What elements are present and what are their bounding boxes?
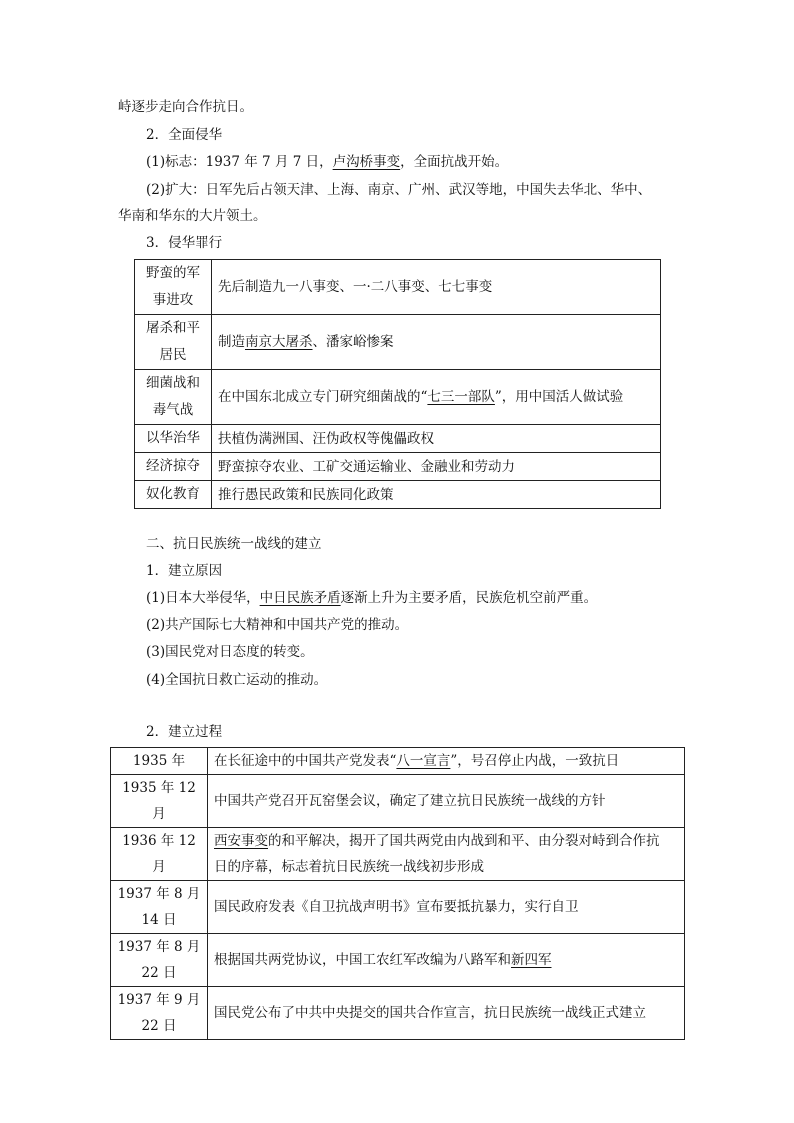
table-cell-key: 奴化教育 bbox=[135, 481, 212, 509]
cause-item: (3)国民党对日态度的转变。 bbox=[146, 644, 314, 660]
table-row bbox=[111, 828, 685, 881]
table-cell-date: 1935 年 12 月 bbox=[111, 775, 208, 828]
table-cell-date: 1935 年 bbox=[111, 748, 208, 775]
table-cell-value: 野蛮掠夺农业、工矿交通运输业、金融业和劳动力 bbox=[212, 453, 661, 481]
table-cell-value: 制造南京大屠杀、潘家峪惨案 bbox=[212, 315, 661, 370]
table-cell-event: 中国共产党召开瓦窑堡会议，确定了建立抗日民族统一战线的方针 bbox=[208, 775, 685, 828]
table-cell-date: 1937 年 8 月 22 日 bbox=[111, 934, 208, 987]
table-cell-date: 1937 年 9 月 22 日 bbox=[111, 987, 208, 1040]
underlined-term: 新四军 bbox=[511, 952, 552, 968]
table-cell-event: 国民政府发表《自卫抗战声明书》宣布要抵抗暴力，实行自卫 bbox=[208, 881, 685, 934]
part2-heading: 二、抗日民族统一战线的建立 bbox=[146, 536, 322, 552]
underlined-term: 七三一部队 bbox=[427, 389, 495, 405]
table-cell-key: 野蛮的军 事进攻 bbox=[135, 260, 212, 315]
table-row bbox=[135, 481, 661, 509]
cause-item: (2)共产国际七大精神和中国共产党的推动。 bbox=[146, 617, 409, 633]
table-cell-date: 1936 年 12 月 bbox=[111, 828, 208, 881]
text-segment: (1)标志：1937 年 7 月 7 日， bbox=[146, 154, 333, 170]
table-row bbox=[135, 315, 661, 370]
underlined-term: 南京大屠杀 bbox=[245, 334, 313, 350]
table-cell-key: 经济掠夺 bbox=[135, 453, 212, 481]
table-row bbox=[111, 748, 685, 775]
intro-paragraph-tail: 峙逐步走向合作抗日。 bbox=[118, 99, 253, 115]
underlined-term: 卢沟桥事变 bbox=[332, 154, 401, 170]
text-segment: ，全面抗战开始。 bbox=[400, 154, 509, 170]
table-cell-event: 根据国共两党协议，中国工农红军改编为八路军和新四军 bbox=[208, 934, 685, 987]
paragraph-marker bbox=[146, 153, 508, 171]
table-cell-date: 1937 年 8 月 14 日 bbox=[111, 881, 208, 934]
table-cell-event: 国民党公布了中共中央提交的国共合作宣言，抗日民族统一战线正式建立 bbox=[208, 987, 685, 1040]
paragraph-expansion-line1: (2)扩大：日军先后占领天津、上海、南京、广州、武汉等地，中国失去华北、华中、 bbox=[146, 182, 652, 198]
table-cell-value: 先后制造九一八事变、一·二八事变、七七事变 bbox=[212, 260, 661, 315]
table-row bbox=[135, 370, 661, 425]
table-row bbox=[135, 425, 661, 453]
table-row bbox=[111, 934, 685, 987]
table-cell-key: 屠杀和平 居民 bbox=[135, 315, 212, 370]
process-table bbox=[110, 747, 685, 1040]
crimes-table bbox=[134, 259, 661, 509]
table-cell-key: 细菌战和 毒气战 bbox=[135, 370, 212, 425]
table-cell-value: 推行愚民政策和民族同化政策 bbox=[212, 481, 661, 509]
subheading-causes: 1．建立原因 bbox=[146, 563, 223, 579]
cause-item: (1)日本大举侵华，中日民族矛盾逐渐上升为主要矛盾，民族危机空前严重。 bbox=[146, 590, 598, 606]
table-row bbox=[135, 260, 661, 315]
section-heading-full-invasion: 2．全面侵华 bbox=[146, 127, 223, 143]
underlined-term: 八一宣言 bbox=[396, 753, 451, 769]
section-heading-crimes: 3．侵华罪行 bbox=[146, 235, 223, 251]
underlined-term: 中日民族矛盾 bbox=[259, 590, 341, 606]
table-cell-value: 扶植伪满洲国、汪伪政权等傀儡政权 bbox=[212, 425, 661, 453]
table-row bbox=[135, 453, 661, 481]
table-row bbox=[111, 881, 685, 934]
table-cell-event: 西安事变的和平解决，揭开了国共两党由内战到和平、由分裂对峙到合作抗 日的序幕，标志着抗日民族统一战线初步形成 bbox=[208, 828, 685, 881]
subheading-process: 2．建立过程 bbox=[146, 724, 223, 740]
underlined-term: 西安事变 bbox=[214, 833, 268, 849]
table-row bbox=[111, 987, 685, 1040]
cause-item: (4)全国抗日救亡运动的推动。 bbox=[146, 672, 328, 688]
table-row bbox=[111, 775, 685, 828]
table-cell-value: 在中国东北成立专门研究细菌战的“七三一部队”，用中国活人做试验 bbox=[212, 370, 661, 425]
paragraph-expansion-line2: 华南和华东的大片领土。 bbox=[118, 208, 267, 224]
table-cell-event: 在长征途中的中国共产党发表“八一宣言”，号召停止内战，一致抗日 bbox=[208, 748, 685, 775]
table-cell-key: 以华治华 bbox=[135, 425, 212, 453]
